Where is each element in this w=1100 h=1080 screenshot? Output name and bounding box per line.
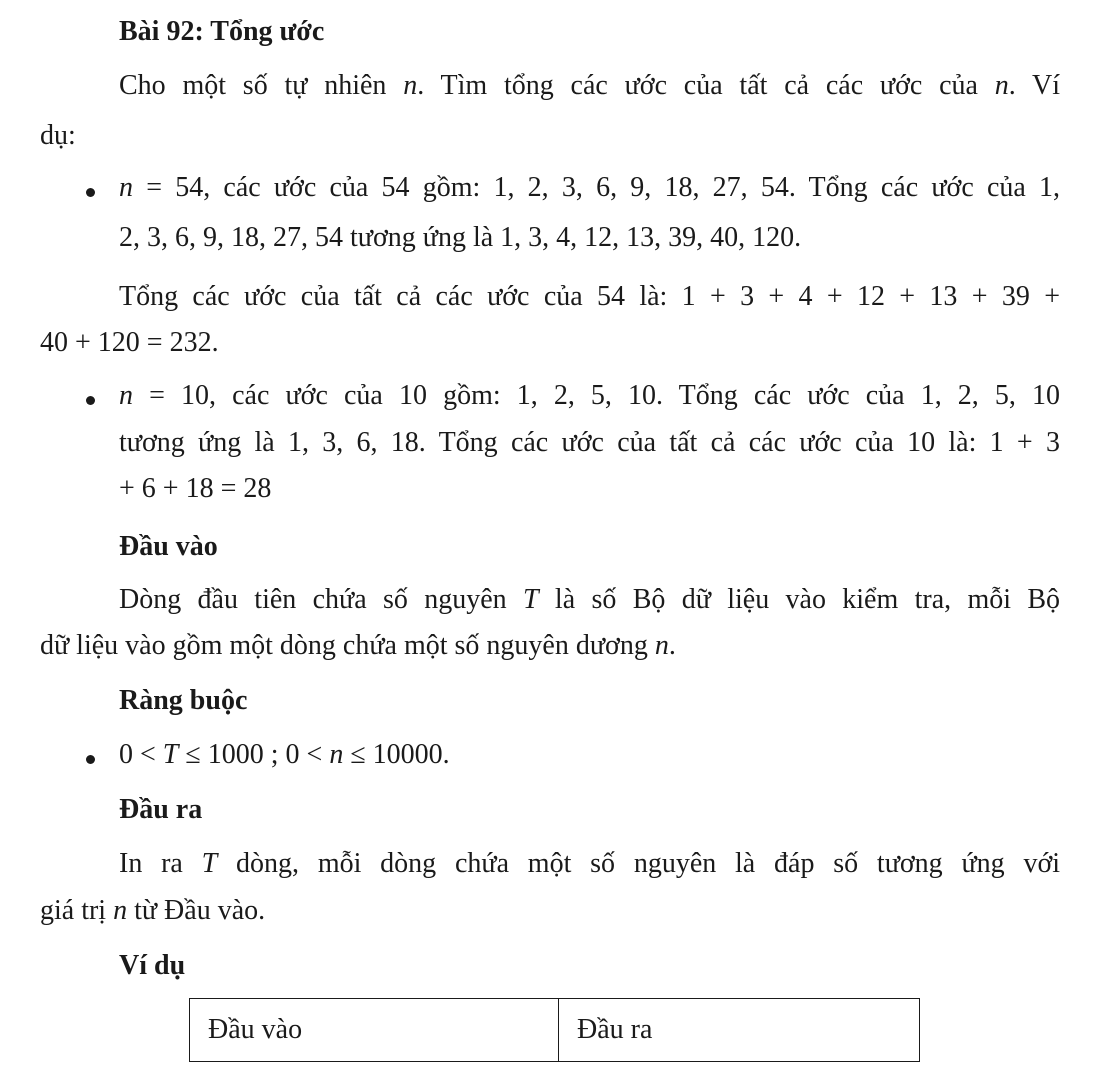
constraint-text: 0 < — [119, 739, 156, 770]
table-row — [190, 999, 920, 1062]
input-text: . — [668, 630, 676, 661]
var-n: n — [119, 172, 133, 203]
intro-text: . Ví — [1008, 70, 1061, 101]
problem-title: Bài 92: Tổng ước — [119, 16, 325, 47]
example-2-line-1 — [119, 382, 1060, 410]
constraints-heading: Ràng buộc — [119, 685, 248, 716]
var-n: n — [994, 70, 1009, 101]
example-table — [189, 998, 920, 1062]
example-2-text: = 10, các ước của 10 gồm: 1, 2, 5, 10. Tổng các ước của 1, 2, 5, 10 — [149, 380, 1061, 411]
intro-line-1 — [119, 72, 1060, 100]
var-n: n — [113, 895, 128, 926]
output-text: từ Đầu vào. — [134, 895, 266, 926]
output-line-2 — [40, 897, 265, 925]
example-1-sum-line-2: 40 + 120 = 232. — [40, 327, 219, 358]
constraint-text: ≤ 1000 ; 0 < — [185, 739, 323, 770]
var-n: n — [329, 739, 344, 770]
var-n: n — [403, 70, 418, 101]
example-2-line-2: tương ứng là 1, 3, 6, 18. Tổng các ước của tất cả các ước của 10 là: 1 + 3 — [119, 427, 1060, 458]
output-heading: Đầu ra — [119, 794, 203, 825]
example-1-text: = 54, các ước của 54 gồm: 1, 2, 3, 6, 9, 18, 27, 54. Tổng các ước của 1, — [146, 172, 1061, 203]
intro-text: . Tìm tổng các ước của tất cả các ước của — [417, 70, 978, 101]
intro-line-2: dụ: — [40, 120, 76, 151]
var-t: T — [523, 584, 539, 615]
bullet-icon — [86, 396, 95, 405]
bullet-icon — [86, 188, 95, 197]
input-text: là số Bộ dữ liệu vào kiểm tra, mỗi Bộ — [554, 584, 1061, 615]
var-t: T — [162, 739, 179, 770]
input-heading: Đầu vào — [119, 531, 218, 562]
table-header-input: Đầu vào — [190, 999, 559, 1062]
constraint-text: ≤ 10000. — [350, 739, 450, 770]
output-text: giá trị — [40, 895, 107, 926]
constraints-line — [119, 741, 450, 769]
input-line-1 — [119, 586, 1060, 614]
output-text: In ra — [119, 848, 183, 879]
var-n: n — [654, 630, 669, 661]
example-1-line-2: 2, 3, 6, 9, 18, 27, 54 tương ứng là 1, 3, 4, 12, 13, 39, 40, 120. — [119, 222, 802, 253]
table-header-output: Đầu ra — [559, 999, 920, 1062]
output-text: dòng, mỗi dòng chứa một số nguyên là đáp số tương ứng với — [236, 848, 1061, 879]
var-n: n — [119, 380, 133, 411]
var-t: T — [201, 848, 218, 879]
example-1-sum-line-1: Tổng các ước của tất cả các ước của 54 là: 1 + 3 + 4 + 12 + 13 + 39 + — [119, 281, 1060, 312]
input-text: Dòng đầu tiên chứa số nguyên — [119, 584, 507, 615]
intro-text: Cho một số tự nhiên — [119, 70, 387, 101]
example-2-line-3: + 6 + 18 = 28 — [119, 473, 272, 504]
input-text: dữ liệu vào gồm một dòng chứa một số nguyên dương — [40, 630, 648, 661]
example-heading: Ví dụ — [119, 950, 186, 981]
bullet-icon — [86, 755, 95, 764]
input-line-2 — [40, 632, 676, 660]
output-line-1 — [119, 850, 1060, 878]
example-1-line-1 — [119, 174, 1060, 202]
